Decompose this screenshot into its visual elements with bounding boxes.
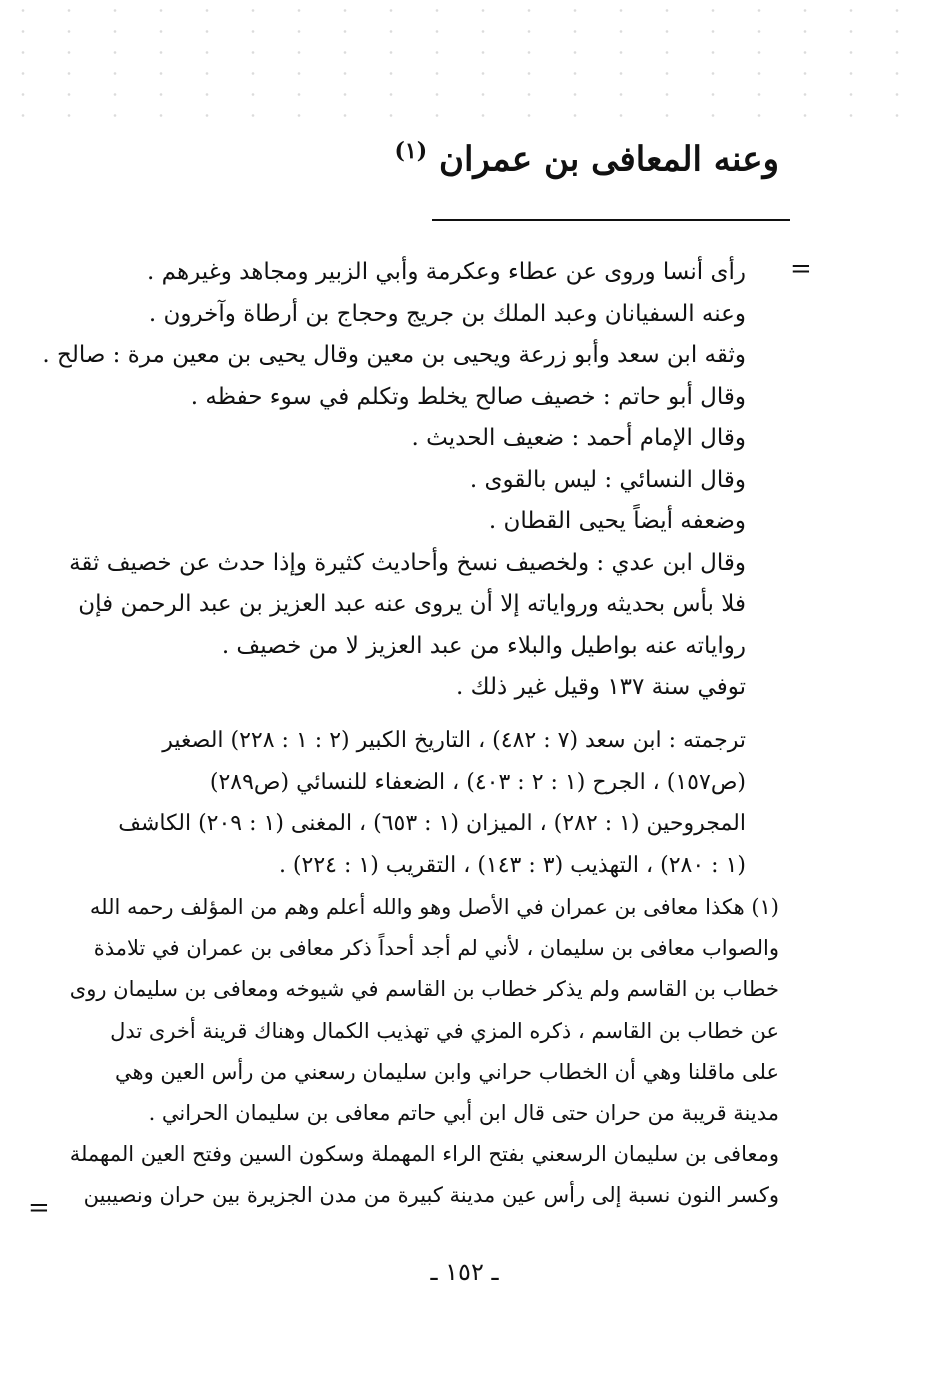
body-line: وقال ابن عدي : ولخصيف نسخ وأحاديث كثيرة وإذا حدث عن خصيف ثقة bbox=[69, 549, 746, 576]
biography-body bbox=[42, 252, 746, 709]
body-line: وقال أبو حاتم : خصيف صالح يخلط وتكلم في سوء حفظه . bbox=[190, 383, 746, 410]
section-title bbox=[395, 138, 780, 179]
reference-line: ترجمته : ابن سعد (٧ : ٤٨٢) ، التاريخ الكبير (٢ : ١ : ٢٢٨) الصغير bbox=[162, 728, 746, 753]
reference-line: (ص١٥٧) ، الجرح (١ : ٢ : ٤٠٣) ، الضعفاء للنسائي (ص٢٨٩) bbox=[209, 769, 746, 795]
body-line: توفي سنة ١٣٧ وقيل غير ذلك . bbox=[456, 674, 746, 700]
title-underline bbox=[432, 219, 790, 221]
footnote-line: وكسر النون نسبة إلى رأس عين مدينة كبيرة من مدن الجزيرة بين حران ونصيبين bbox=[83, 1183, 779, 1208]
references-block bbox=[66, 720, 746, 886]
footnote-line: على ماقلنا وهي أن الخطاب حراني وابن سليمان رسعني من رأس العين وهي bbox=[115, 1059, 779, 1084]
body-line: وثقه ابن سعد وأبو زرعة ويحيى بن معين وقال يحيى بن معين مرة : صالح . bbox=[42, 342, 746, 368]
body-line: رأى أنسا وروى عن عطاء وعكرمة وأبي الزبير ومجاهد وغيرهم . bbox=[147, 259, 746, 285]
reference-line: (١ : ٢٨٠) ، التهذيب (٣ : ١٤٣) ، التقريب (١ : ٢٢٤) . bbox=[278, 852, 746, 878]
footnote-line: خطاب بن القاسم ولم يذكر خطاب بن القاسم في شيوخه ومعافى بن سليمان روى bbox=[69, 977, 779, 1002]
body-line: وقال النسائي : ليس بالقوى . bbox=[469, 466, 746, 493]
scan-dot-pattern bbox=[0, 0, 929, 130]
page-number: ـ ١٥٢ ـ bbox=[430, 1258, 499, 1286]
body-line: فلا بأس بحديثه ورواياته إلا أن يروى عنه عبد العزيز بن عبد الرحمن فإن bbox=[78, 591, 746, 617]
continuation-mark-bottom: = bbox=[28, 1193, 50, 1223]
footnote-line: ومعافى بن سليمان الرسعني بفتح الراء المهملة وسكون السين وفتح العين المهملة bbox=[69, 1142, 779, 1167]
footnote-line: (١) هكذا معافى بن عمران في الأصل وهو والله أعلم وهم من المؤلف رحمه الله bbox=[89, 895, 779, 919]
footnote-line: عن خطاب بن القاسم ، ذكره المزي في تهذيب الكمال وهناك قرينة أخرى تدل bbox=[110, 1018, 779, 1043]
body-line: رواياته عنه بواطيل والبلاء من عبد العزيز لا من خصيف . bbox=[221, 632, 746, 659]
footnote-line: مدينة قريبة من حران حتى قال ابن أبي حاتم معافى بن سليمان الحراني . bbox=[148, 1100, 779, 1125]
body-line: وضعفه أيضاً يحيى القطان . bbox=[488, 508, 746, 534]
title-text: وعنه المعافى بن عمران bbox=[439, 139, 779, 180]
body-line: وعنه السفيانان وعبد الملك بن جريج وحجاج بن أرطاة وآخرون . bbox=[148, 300, 746, 327]
footnote-line: والصواب معافى بن سليمان ، لأني لم أجد أحداً ذكر معافى بن عمران في تلامذة bbox=[93, 936, 779, 961]
continuation-mark-top: = bbox=[790, 254, 812, 284]
title-footnote-mark: (١) bbox=[394, 138, 428, 164]
footnotes-block bbox=[64, 887, 779, 1217]
reference-line: المجروحين (١ : ٢٨٢) ، الميزان (١ : ٦٥٣) ، المغنى (١ : ٢٠٩) الكاشف bbox=[118, 811, 746, 836]
body-line: وقال الإمام أحمد : ضعيف الحديث . bbox=[411, 425, 746, 451]
